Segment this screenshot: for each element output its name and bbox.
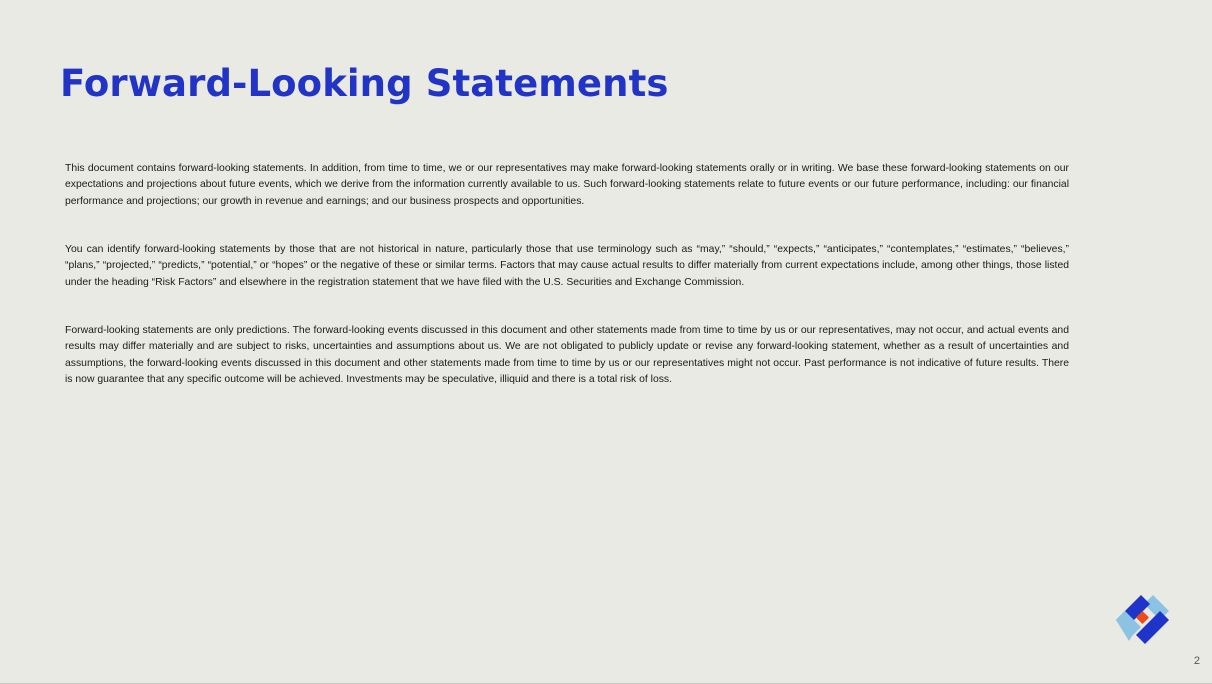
paragraph-intro: This document contains forward-looking statements. In addition, from time to time, we or our representatives may make forward-looking statements orally or in writing. We base these forward-looking statements on our expectations and projections about future events, which we derive from the information currently available to us. Such forward-looking statements relate to future events or our future performance, including: our financial performance and projections; our growth in revenue and earnings; and our business prospects and opportunities. — [65, 163, 1069, 207]
paragraph-predictions: Forward-looking statements are only predictions. The forward-looking events discussed in this document and other statements made from time to time by us or our representatives, may not occur, and actual events and results may differ materially and are subject to risks, uncertainties and assumptions about us. We are not obligated to publicly update or revise any forward-looking statement, whether as a result of uncertainties and assumptions, the forward-looking events discussed in this document and other statements made from time to time by us or our representatives might not occur. Past performance is not indicative of future results. There is now guarantee that any specific outcome will be achieved. Investments may be speculative, illiquid and there is a total risk of loss. — [65, 325, 1069, 385]
paragraph-identification: You can identify forward-looking statements by those that are not historical in nature, particularly those that use terminology such as “may,” “should,” “expects,” “anticipates,” “contemplates,” “estimates,” “believes,” “plans,” “projected,” “predicts,” “potential,” or “hopes” or the negative of these or similar terms. Factors that may cause actual results to differ materially from current expectations include, among other things, those listed under the heading “Risk Factors” and elsewhere in the registration statement that we have filed with the U.S. Securities and Exchange Commission. — [65, 244, 1069, 288]
diamond-logo-icon — [1114, 594, 1171, 645]
page-number: 2 — [1193, 655, 1200, 667]
slide-title: Forward-Looking Statements — [60, 62, 669, 105]
